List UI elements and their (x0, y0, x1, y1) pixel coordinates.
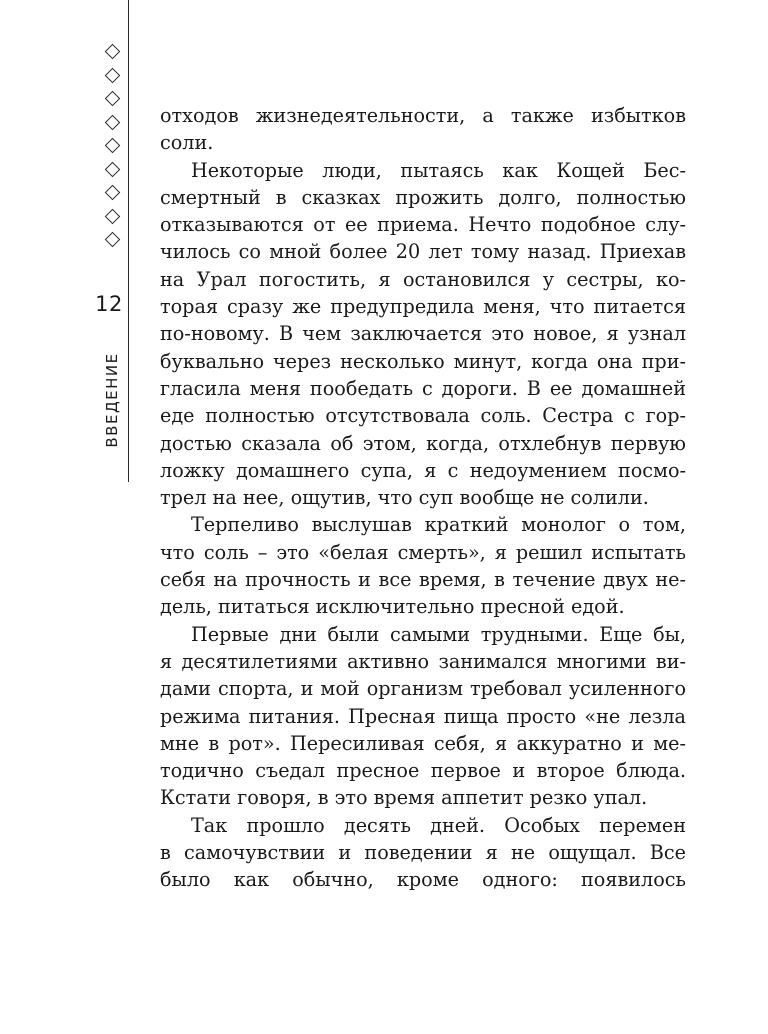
paragraph (160, 102, 686, 157)
diamond-icon (105, 44, 121, 60)
text-line: достью сказала об этом, когда, отхлебнув первую (160, 431, 686, 455)
diamond-icon (105, 138, 121, 154)
text-line: смертный в сказках прожить долго, полностью (160, 185, 686, 209)
paragraph (160, 812, 686, 894)
diamond-icon (105, 208, 121, 224)
text-line: Терпеливо выслушав краткий монолог о том, (191, 513, 686, 537)
page-number: 12 (95, 292, 123, 316)
text-line: в самочувствии и поведении я не ощущал. Все (160, 841, 686, 865)
diamond-icon (105, 91, 121, 107)
diamond-icon (105, 114, 121, 130)
paragraph (160, 621, 686, 812)
text-line: ложку домашнего супа, я с недоумением посмо- (160, 458, 686, 482)
paragraph (160, 157, 686, 512)
text-line: дель, питаться исключительно пресной едой. (160, 595, 625, 619)
text-line: еде полностью отсутствовала соль. Сестра с гор- (160, 404, 686, 428)
text-line: гласила меня пообедать с дороги. В ее домашней (160, 376, 686, 400)
text-line: что соль – это «белая смерть», я решил испытать (160, 540, 686, 564)
text-line: на Урал погостить, я остановился у сестры, ко- (160, 267, 686, 291)
text-line: Первые дни были самыми трудными. Еще бы, (191, 622, 686, 646)
text-line: чилось со мной более 20 лет тому назад. Приехав (160, 240, 686, 264)
text-line: дами спорта, и мой организм требовал усиленного (160, 677, 686, 701)
text-line: соли. (160, 131, 214, 155)
text-line: я десятилетиями активно занимался многими ви- (160, 649, 686, 673)
text-line: трел на нее, ощутив, что суп вообще не солили. (160, 486, 649, 510)
text-line: отказываются от ее приема. Нечто подобное слу- (160, 213, 686, 237)
text-line: торая сразу же предупредила меня, что питается (160, 295, 686, 319)
text-line: себя на прочность и все время, в течение двух не- (160, 568, 686, 592)
text-line: Так прошло десять дней. Особых перемен (191, 813, 686, 837)
text-line: буквально через несколько минут, когда она при- (160, 349, 686, 373)
diamond-icon (105, 67, 121, 83)
text-line: режима питания. Пресная пища просто «не лезла (160, 704, 686, 728)
body-text (160, 102, 686, 894)
diamond-icon (105, 232, 121, 248)
text-line: было как обычно, кроме одного: появилось (160, 868, 686, 892)
diamond-icon (105, 161, 121, 177)
diamond-icon (105, 185, 121, 201)
paragraph (160, 511, 686, 620)
text-line: Некоторые люди, пытаясь как Кощей Бес- (191, 158, 686, 182)
margin-rule (128, 0, 129, 482)
text-line: отходов жизнедеятельности, а также избытков (160, 104, 686, 127)
section-label: ВВЕДЕНИЕ (103, 352, 121, 448)
diamond-ornament-column (104, 40, 124, 258)
text-line: тодично съедал пресное первое и второе блюда. (160, 759, 686, 783)
text-line: по-новому. В чем заключается это новое, я узнал (160, 322, 686, 346)
text-line: мне в рот». Пересиливая себя, я аккуратно и ме- (160, 731, 686, 755)
text-line: Кстати говоря, в это время аппетит резко упал. (160, 786, 648, 810)
